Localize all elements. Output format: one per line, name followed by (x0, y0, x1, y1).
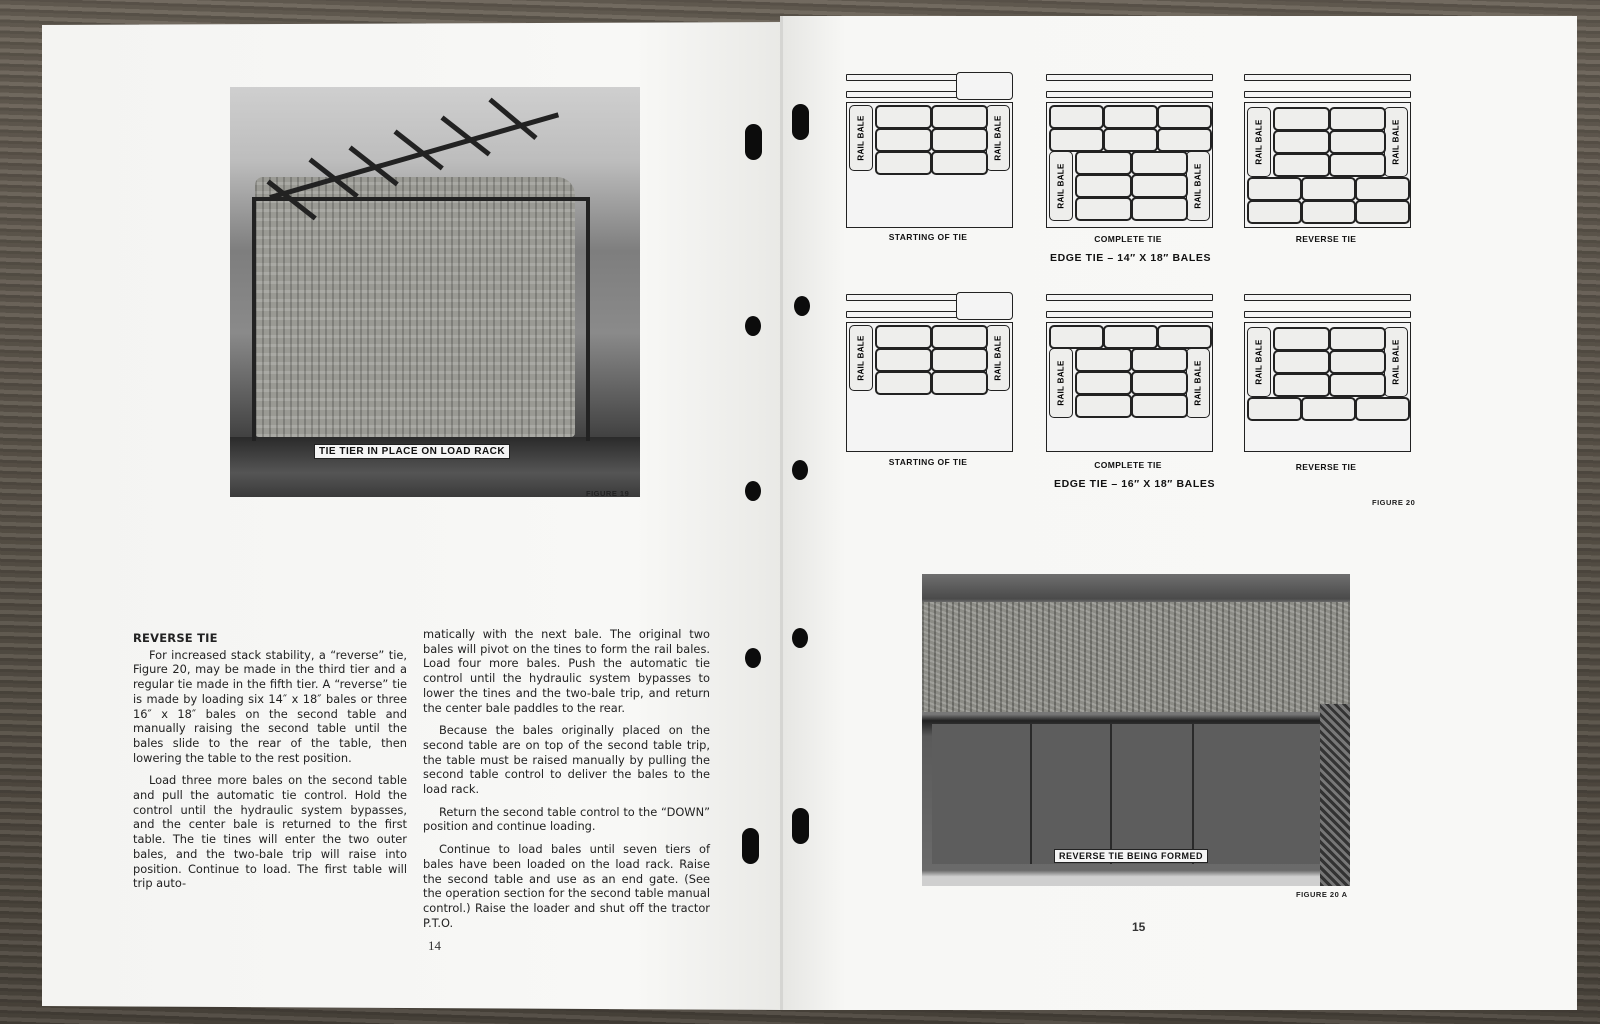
figure-19-caption: TIE TIER IN PLACE ON LOAD RACK (314, 444, 510, 459)
binding-hole (792, 460, 808, 480)
bale (1301, 177, 1356, 201)
figure-19-label: FIGURE 19 (586, 489, 630, 498)
binding-hole (792, 628, 808, 648)
rail-bar (846, 74, 958, 81)
bale (1075, 371, 1132, 395)
bale (1329, 373, 1386, 397)
bale (1103, 105, 1158, 129)
bale (1247, 200, 1302, 224)
bale (1131, 371, 1188, 395)
paragraph: Load three more bales on the second table and pull the automatic tie control. Hold the control until the hydraulic system bypasses, and the center bale is returned to the first table. The tie tines will enter the two outer bales, and the two-bale trip will raise into position. Continue to load. The first table will trip auto- (133, 773, 407, 891)
bale (1049, 128, 1104, 152)
rail-bar (1046, 311, 1213, 318)
text-column-2 (423, 627, 710, 938)
bale (1355, 397, 1410, 421)
text-column-1 (133, 631, 407, 899)
rail-bar (1244, 311, 1411, 318)
bale (931, 128, 988, 152)
rail-bale (1384, 327, 1408, 397)
book-gutter (780, 16, 783, 1010)
figure-20a-caption: REVERSE TIE BEING FORMED (1054, 849, 1208, 863)
bale (931, 371, 988, 395)
bale (1131, 174, 1188, 198)
bale (1273, 327, 1330, 351)
diagram-label: COMPLETE TIE (1094, 460, 1162, 470)
bale (1247, 177, 1302, 201)
paragraph: Return the second table control to the “DOWN” position and continue loading. (423, 804, 710, 834)
diagram-2-1 (846, 292, 1014, 452)
diagram-label: REVERSE TIE (1295, 234, 1357, 244)
bale (1301, 397, 1356, 421)
load-rack (1046, 322, 1213, 452)
load-rack (846, 322, 1013, 452)
bale (931, 151, 988, 175)
bale (931, 348, 988, 372)
figure-20a-photo (922, 574, 1350, 886)
rail-bale (1049, 151, 1073, 221)
paragraph-continued: matically with the next bale. The original two bales will pivot on the tines to form the rail bales. Load four more bales. Push the automatic tie control until the hydraulic system bypasses to lower the tines and the two-bale trip, and return the center bale paddles to the rear. (423, 627, 710, 715)
bale (1131, 394, 1188, 418)
bale (1273, 153, 1330, 177)
binding-hole (792, 808, 809, 844)
rail-bar (1046, 91, 1213, 98)
bale (1355, 177, 1410, 201)
rail-bale-label: RAIL BALE (856, 115, 866, 161)
paragraph: Because the bales originally placed on the second table are on top of the second table trip, the table must be raised manually by pulling the second table control to deliver the bales to the load rack. (423, 723, 710, 797)
diagram-2-2 (1046, 292, 1214, 452)
rail-bar (1046, 294, 1213, 301)
rail-bar (846, 311, 958, 318)
bale (1049, 105, 1104, 129)
diagram-2-3 (1244, 292, 1412, 452)
diagram-1-1 (846, 72, 1014, 232)
bale (875, 105, 932, 129)
binding-hole (745, 481, 761, 501)
rail-bale (1247, 107, 1271, 177)
rail-bale (1049, 348, 1073, 418)
paragraph: For increased stack stability, a “reverse” tie, Figure 20, may be made in the third tier and a regular tie made in the fifth tier. A “reverse” tie is made by loading six 14″ x 18″ bales or three 16″ x 18″ bales on the second table and manually raising the second table until the bales slide to the rear of the table, then lowering the table to the rest position. (133, 647, 407, 765)
rail-bale (1384, 107, 1408, 177)
rail-bale (1247, 327, 1271, 397)
rail-bale-label: RAIL BALE (1056, 360, 1066, 406)
loader-table-deck (932, 724, 1322, 864)
bale (875, 128, 932, 152)
rail-bale-label: RAIL BALE (1391, 339, 1401, 385)
bale (1355, 200, 1410, 224)
binding-hole (745, 124, 762, 160)
load-rack-frame (252, 197, 590, 441)
page-number-14: 14 (428, 938, 441, 953)
rail-bale-label: RAIL BALE (856, 335, 866, 381)
diagram-label: COMPLETE TIE (1094, 234, 1162, 244)
rail-bar (1244, 294, 1411, 301)
binding-hole (745, 316, 761, 336)
binding-hole (794, 296, 810, 316)
rail-bale (1186, 348, 1210, 418)
grass (1320, 704, 1350, 886)
figure-20a-label: FIGURE 20 A (1296, 890, 1348, 899)
bale (1131, 197, 1188, 221)
bale (1329, 130, 1386, 154)
rail-bale-label: RAIL BALE (1254, 119, 1264, 165)
diagram-1-2 (1046, 72, 1214, 232)
hay-bales-row (922, 602, 1350, 712)
load-rack (1244, 322, 1411, 452)
bale (1075, 348, 1132, 372)
rail-bale-label: RAIL BALE (1056, 163, 1066, 209)
bale (1247, 397, 1302, 421)
bale (875, 371, 932, 395)
rail-bar (1046, 74, 1213, 81)
bale (1131, 151, 1188, 175)
load-rack (1046, 102, 1213, 228)
rail-bale (849, 105, 873, 171)
diagram-1-3 (1244, 72, 1412, 232)
diagram-label: REVERSE TIE (1295, 462, 1357, 472)
bale (1049, 325, 1104, 349)
load-rack (1244, 102, 1411, 228)
bale (1273, 107, 1330, 131)
rail-bar (1244, 74, 1411, 81)
bale (875, 325, 932, 349)
paragraph: Continue to load bales until seven tiers of bales have been loaded on the load rack. Raise the second table and use as an end gate. (See the operation section for the second table manual control.) Raise the loader and shut off the tractor P.T.O. (423, 842, 710, 930)
rail-bar (846, 91, 958, 98)
figure-19-photo (230, 87, 640, 497)
bale (1329, 350, 1386, 374)
rail-bale-label: RAIL BALE (1193, 360, 1203, 406)
bale (1075, 151, 1132, 175)
bale (1301, 200, 1356, 224)
bale (875, 151, 932, 175)
bale (1103, 128, 1158, 152)
binding-hole (745, 648, 761, 668)
figure-20-row1-title: EDGE TIE – 14″ X 18″ BALES (1050, 252, 1212, 264)
rail-bale (986, 105, 1010, 171)
rail-bale (1186, 151, 1210, 221)
diagram-label: STARTING OF TIE (888, 457, 968, 467)
bale (1273, 350, 1330, 374)
load-rack (846, 102, 1013, 228)
rail-bale (849, 325, 873, 391)
binding-hole (742, 828, 759, 864)
figure-20-row2-title: EDGE TIE – 16″ X 18″ BALES (1054, 478, 1216, 490)
bale (1075, 174, 1132, 198)
bale (1157, 105, 1212, 129)
bale (1075, 394, 1132, 418)
section-heading: REVERSE TIE (133, 631, 218, 645)
binding-hole (792, 104, 809, 140)
bale (875, 348, 932, 372)
bale (1273, 373, 1330, 397)
rail-bale-label: RAIL BALE (1254, 339, 1264, 385)
page-number-15: 15 (1132, 920, 1146, 934)
bale (1329, 327, 1386, 351)
bale (931, 325, 988, 349)
bale (1273, 130, 1330, 154)
bale (1131, 348, 1188, 372)
rail-bar (846, 294, 958, 301)
bale (1157, 325, 1212, 349)
diagram-label: STARTING OF TIE (888, 232, 968, 242)
center-bale-paddle (956, 72, 1013, 100)
bale (1329, 153, 1386, 177)
figure-20-label: FIGURE 20 (1372, 498, 1416, 507)
rail-bale-label: RAIL BALE (993, 115, 1003, 161)
rail-bar (1244, 91, 1411, 98)
rail-bale-label: RAIL BALE (1391, 119, 1401, 165)
rail-bale-label: RAIL BALE (993, 335, 1003, 381)
bale (1157, 128, 1212, 152)
rail-bale-label: RAIL BALE (1193, 163, 1203, 209)
bale (1103, 325, 1158, 349)
bale (1329, 107, 1386, 131)
bale (931, 105, 988, 129)
rail-bale (986, 325, 1010, 391)
center-bale-paddle (956, 292, 1013, 320)
bale (1075, 197, 1132, 221)
